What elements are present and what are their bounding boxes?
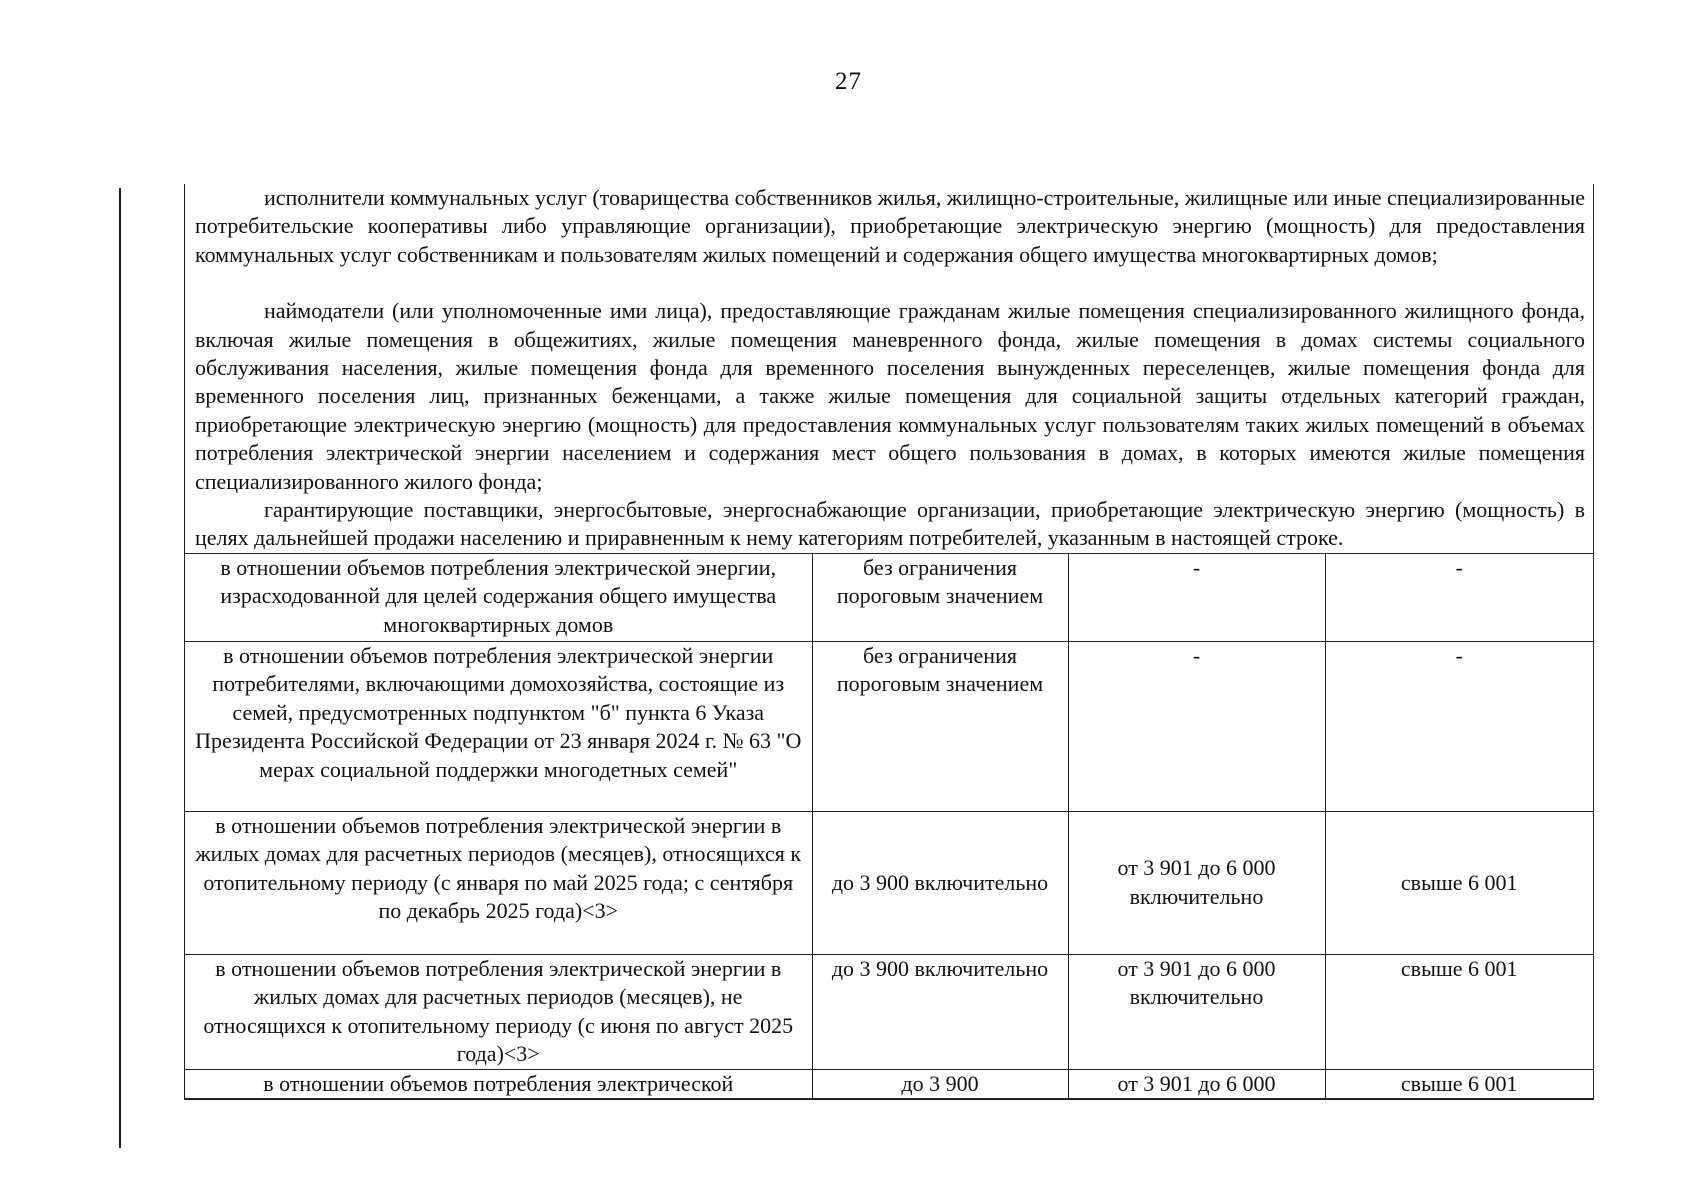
row-description: в отношении объемов потребления электрической энергии потребителями, включающими домохозяйства, состоящие из семей, предусмотренных подпунктом "б" пункта 6 Указа Президента Российской Федерации от 23 января 2024 г. № 63 "О мерах социальной поддержки многодетных семей" [185,641,812,811]
row-description: в отношении объемов потребления электрической энергии, израсходованной для целей содержания общего имущества многоквартирных домов [185,553,812,641]
table-row [185,811,1593,954]
margin-rule [119,188,121,1148]
range-3-cell: - [1325,553,1593,641]
table-row [185,954,1593,1069]
range-1-cell: до 3 900 [812,1069,1068,1099]
paragraph-landlords: наймодатели (или уполномоченные ими лица), предоставляющие гражданам жилые помещения специализированного жилищного фонда, включая жилые помещения в общежитиях, жилые помещения маневренного фонда, жилые помещения в домах системы социального обслуживания населения, жилые помещения фонда для временного поселения вынужденных переселенцев, жилые помещения фонда для временного поселения лиц, признанных беженцами, а также жилые помещения для социальной защиты отдельных категорий граждан, приобретающие электрическую энергию (мощность) для предоставления коммунальных услуг пользователям таких жилых помещений в объемах потребления электрической энергии населением и содержания мест общего пользования в домах, в которых имеются жилые помещения специализированного жилого фонда; [195,298,1585,494]
range-3-cell: свыше 6 001 [1325,1069,1593,1099]
range-1-cell: без ограничения пороговым значением [812,553,1068,641]
row-description: в отношении объемов потребления электрической [185,1069,812,1099]
row-description: в отношении объемов потребления электрической энергии в жилых домах для расчетных периодов (месяцев), не относящихся к отопительному периоду (с июня по август 2025 года)<3> [185,954,812,1069]
range-2-cell: от 3 901 до 6 000 включительно [1068,954,1325,1069]
table-row [185,1069,1593,1099]
range-1-cell: до 3 900 включительно [812,811,1068,954]
range-2-cell: - [1068,553,1325,641]
table-row [185,641,1593,811]
row-description: в отношении объемов потребления электрической энергии в жилых домах для расчетных периодов (месяцев), относящихся к отопительному периоду (с января по май 2025 года; с сентября по декабрь 2025 года)<3> [185,811,812,954]
range-3-cell: свыше 6 001 [1325,954,1593,1069]
table-row [185,553,1593,641]
range-1-cell: до 3 900 включительно [812,954,1068,1069]
range-2-cell: от 3 901 до 6 000 включительно [1068,811,1325,954]
consumer-category-text [185,184,1593,553]
paragraph-suppliers: гарантирующие поставщики, энергосбытовые, энергоснабжающие организации, приобретающие электрическую энергию (мощность) в целях дальнейшей продажи населению и приравненным к нему категориям потребителей, указанным в настоящей строке. [195,497,1585,551]
tariff-table-continuation [184,184,1594,1100]
paragraph-utility-providers: исполнители коммунальных услуг (товарищества собственников жилья, жилищно-строительные, жилищные или иные специализированные потребительские кооперативы либо управляющие организации), приобретающие электрическую энергию (мощность) для предоставления коммунальных услуг собственникам и пользователям жилых помещений и содержания общего имущества многоквартирных домов; [195,185,1585,267]
range-2-cell: от 3 901 до 6 000 [1068,1069,1325,1099]
range-3-cell: - [1325,641,1593,811]
consumption-ranges-table [185,553,1593,1100]
range-1-cell: без ограничения пороговым значением [812,641,1068,811]
range-2-cell: - [1068,641,1325,811]
page-number: 27 [835,68,862,95]
range-3-cell: свыше 6 001 [1325,811,1593,954]
